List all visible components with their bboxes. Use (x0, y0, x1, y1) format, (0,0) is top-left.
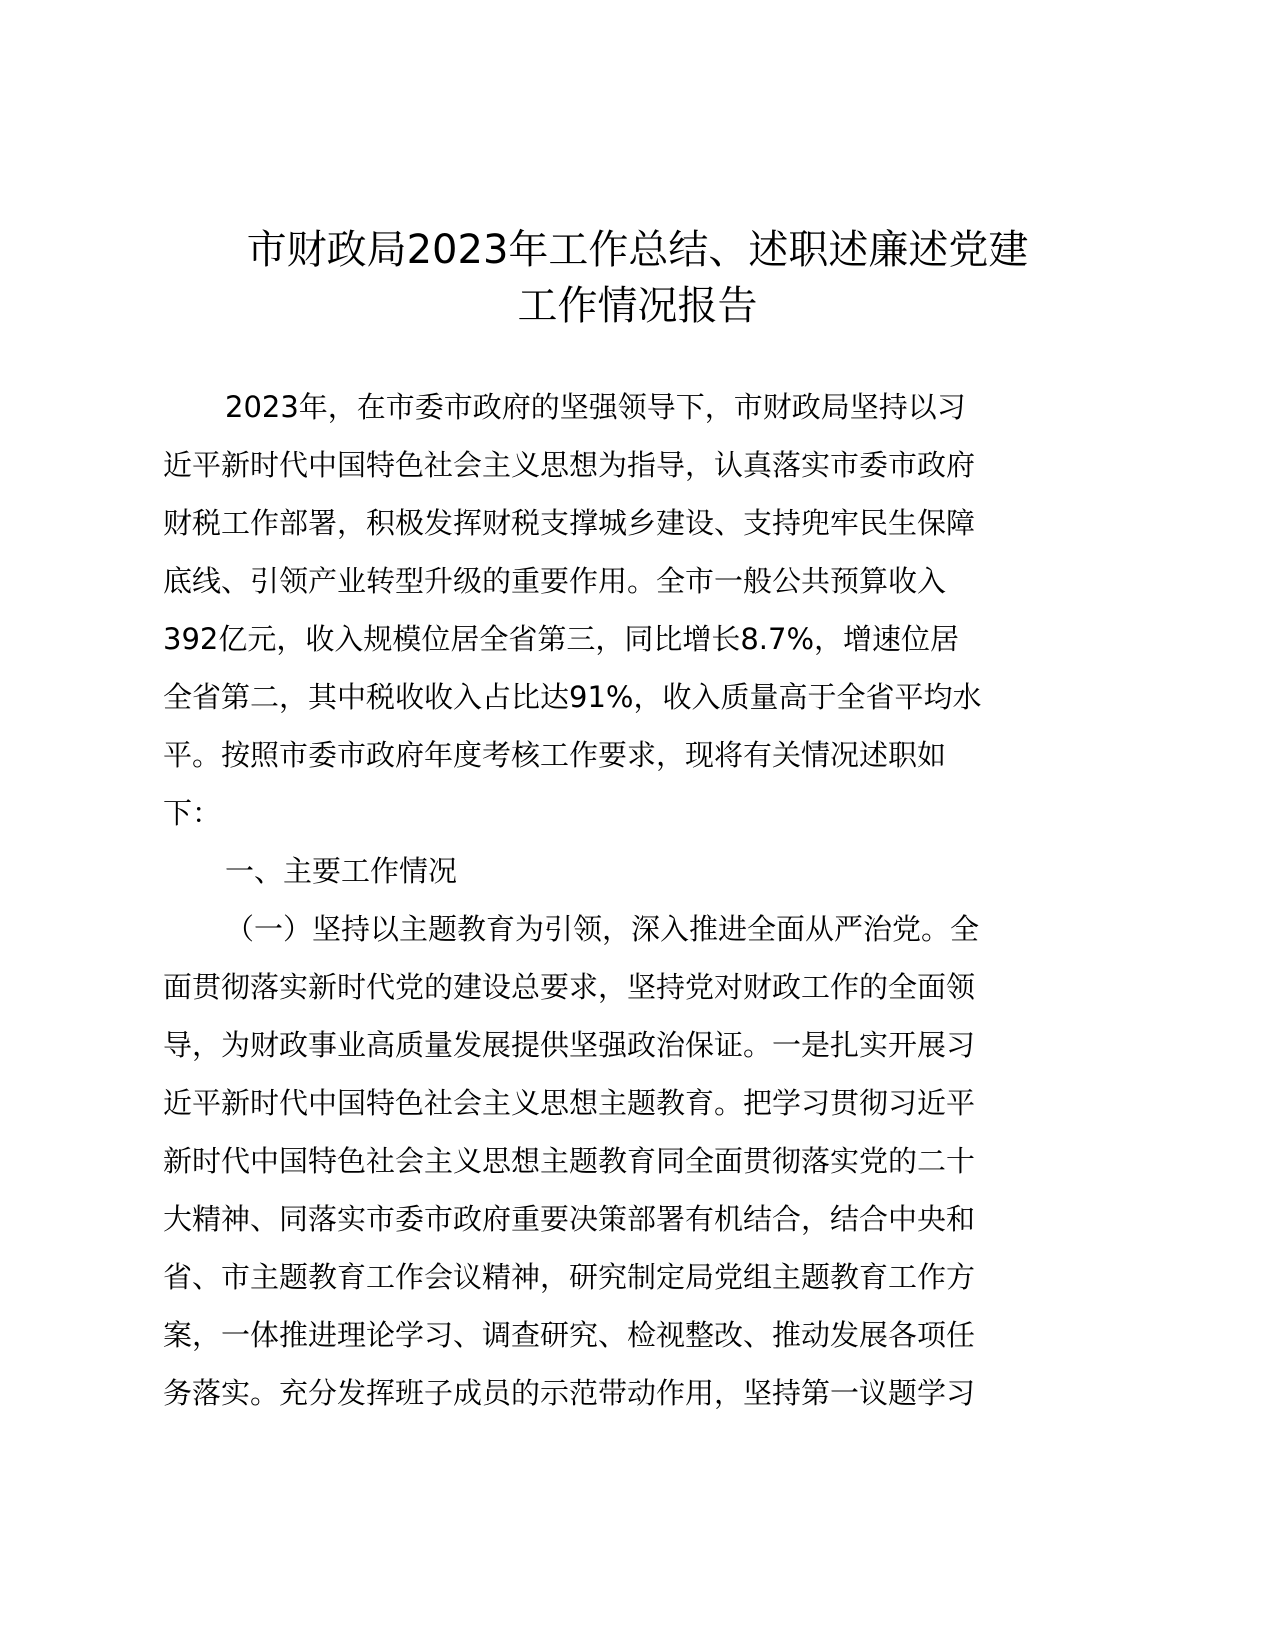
paragraph-line: 省、市主题教育工作会议精神，研究制定局党组主题教育工作方 (163, 1260, 976, 1294)
title-line-2: 工作情况报告 (517, 283, 758, 329)
paragraph-line: 近平新时代中国特色社会主义思想主题教育。把学习贯彻习近平 (163, 1086, 976, 1120)
paragraph-section-1 (163, 900, 1118, 1422)
section-heading: 一、主要工作情况 (225, 854, 458, 888)
paragraph-line: 平。按照市委市政府年度考核工作要求，现将有关情况述职如 (163, 738, 947, 772)
document-title (160, 222, 1115, 334)
paragraph-line: 近平新时代中国特色社会主义思想为指导，认真落实市委市政府 (163, 448, 976, 482)
paragraph-line: 全省第二，其中税收收入占比达91%，收入质量高于全省平均水 (163, 680, 982, 714)
paragraph-line: 财税工作部署，积极发挥财税支撑城乡建设、支持兜牢民生保障 (163, 506, 976, 540)
title-line-1: 市财政局2023年工作总结、述职述廉述党建 (246, 227, 1029, 273)
paragraph-line: 新时代中国特色社会主义思想主题教育同全面贯彻落实党的二十 (163, 1144, 976, 1178)
paragraph-line: 下： (163, 796, 222, 830)
paragraph-line: （一）坚持以主题教育为引领，深入推进全面从严治党。全 (225, 912, 980, 946)
paragraph-line: 大精神、同落实市委市政府重要决策部署有机结合，结合中央和 (163, 1202, 976, 1236)
paragraph-line: 案，一体推进理论学习、调查研究、检视整改、推动发展各项任 (163, 1318, 976, 1352)
paragraph-line: 面贯彻落实新时代党的建设总要求，坚持党对财政工作的全面领 (163, 970, 976, 1004)
paragraph-line: 2023年，在市委市政府的坚强领导下，市财政局坚持以习 (225, 390, 966, 424)
paragraph-line: 底线、引领产业转型升级的重要作用。全市一般公共预算收入 (163, 564, 947, 598)
paragraph-line: 导，为财政事业高质量发展提供坚强政治保证。一是扎实开展习 (163, 1028, 976, 1062)
paragraph-intro (163, 378, 1118, 842)
paragraph-line: 务落实。充分发挥班子成员的示范带动作用，坚持第一议题学习 (163, 1376, 976, 1410)
paragraph-line: 392亿元，收入规模位居全省第三，同比增长8.7%，增速位居 (163, 622, 960, 656)
document-body (163, 378, 1118, 1422)
